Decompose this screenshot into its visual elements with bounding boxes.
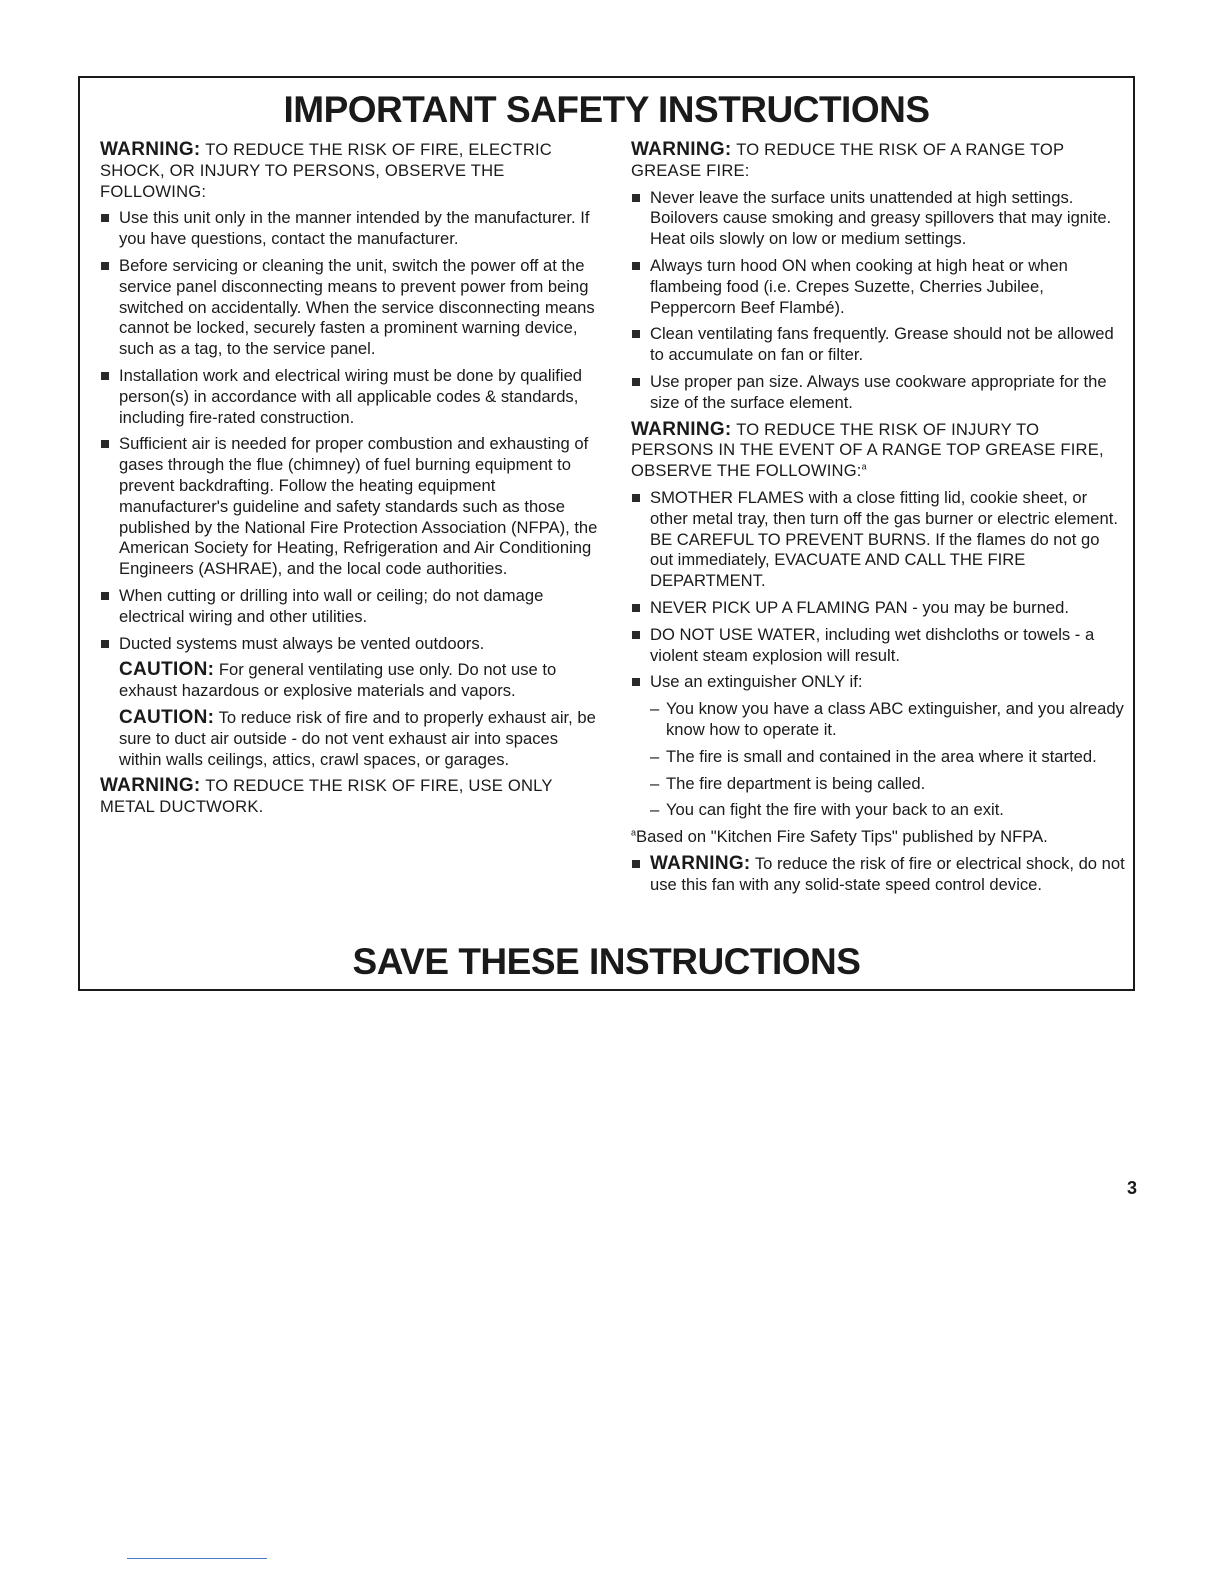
page-number: 3 (1127, 1178, 1138, 1198)
square-bullet-icon (632, 678, 640, 686)
warning-text: TO REDUCE THE RISK OF FIRE, ELECTRIC SHOCK, OR INJURY TO PERSONS, OBSERVE THE FOLLOWING: (100, 140, 552, 201)
sub-list-item-text: You can fight the fire with your back to an exit. (666, 800, 1004, 820)
list-item (100, 366, 600, 428)
square-bullet-icon (101, 214, 109, 222)
dash-marker: – (650, 773, 660, 793)
sub-list-item (631, 774, 1126, 795)
sub-list-item (631, 699, 1126, 741)
warning-label: WARNING: (650, 852, 751, 874)
footnote (631, 827, 1126, 848)
list-item-text: Installation work and electrical wiring must be done by qualified person(s) in accordance with all applicable codes & standards, including fire-rated construction. (119, 365, 583, 427)
warning-speed-control (631, 854, 1126, 896)
caution-text: To reduce risk of fire and to properly exhaust air, be sure to duct air outside - do not vent exhaust air into spaces within walls ceilings, attics, crawl spaces, or garages. (119, 707, 596, 769)
warning-text: To reduce the risk of fire or electrical shock, do not use this fan with any solid-state speed control device. (650, 853, 1125, 894)
dash-marker: – (650, 746, 660, 766)
dash-marker: – (650, 699, 660, 719)
list-item (631, 256, 1126, 318)
square-bullet-icon (101, 640, 109, 648)
list-item (631, 324, 1126, 366)
list-item-text: When cutting or drilling into wall or ceiling; do not damage electrical wiring and other utilities. (119, 585, 544, 626)
caution-general-use (100, 660, 600, 702)
square-bullet-icon (101, 372, 109, 380)
sub-list-item-text: You know you have a class ABC extinguisher, and you already know how to operate it. (666, 699, 1124, 739)
footnote-marker: a (861, 461, 867, 472)
list-item-text: Sufficient air is needed for proper combustion and exhausting of gases through the flue (chimney) of fuel burning equipment to prevent backdrafting. Follow the heating equipment manufacturer's guideline and safety standards such as those published by the National Fire Protection Association (NFPA), the American Society for Heating, Refrigeration and Air Conditioning Engineers (ASHRAE), and the local code authorities. (119, 434, 598, 579)
save-instructions-title: SAVE THESE INSTRUCTIONS (352, 941, 861, 982)
list-item (631, 488, 1126, 592)
square-bullet-icon (632, 378, 640, 386)
caution-label: CAUTION: (119, 706, 215, 728)
list-item-text: Use an extinguisher ONLY if: (650, 672, 863, 692)
list-item (100, 208, 600, 250)
square-bullet-icon (101, 592, 109, 600)
square-bullet-icon (632, 494, 640, 502)
warning-label: WARNING: (631, 418, 732, 440)
list-item (100, 586, 600, 628)
square-bullet-icon (632, 262, 640, 270)
warning-label: WARNING: (631, 139, 732, 160)
list-item-text: Clean ventilating fans frequently. Grease should not be allowed to accumulate on fan or filter. (650, 324, 1114, 365)
list-item-text: Use proper pan size. Always use cookware appropriate for the size of the surface element. (650, 371, 1107, 412)
warning-label: WARNING: (100, 775, 201, 797)
sub-list-item (631, 747, 1126, 768)
sub-list-item-text: The fire is small and contained in the area where it started. (666, 746, 1097, 766)
left-column (100, 140, 600, 824)
list-item-text: DO NOT USE WATER, including wet dishcloths or towels - a violent steam explosion will result. (650, 624, 1095, 665)
sub-list-item-text: The fire department is being called. (666, 773, 926, 793)
warning-grease-fire (631, 140, 1126, 182)
square-bullet-icon (632, 631, 640, 639)
footnote-marker: a (631, 827, 637, 838)
warning-text: TO REDUCE THE RISK OF INJURY TO PERSONS IN THE EVENT OF A RANGE TOP GREASE FIRE, OBSERVE THE FOLLOWING: (631, 419, 1104, 481)
list-item-text: Ducted systems must always be vented outdoors. (119, 633, 485, 653)
square-bullet-icon (632, 330, 640, 338)
list-item (631, 625, 1126, 667)
warning-metal-ductwork (100, 776, 600, 818)
list-item-text: Always turn hood ON when cooking at high heat or when flambeing food (i.e. Crepes Suzette, Cherries Jubilee, Peppercorn Beef Flambé). (650, 255, 1068, 317)
caution-label: CAUTION: (119, 659, 215, 681)
dash-marker: – (650, 800, 660, 820)
square-bullet-icon (101, 262, 109, 270)
caution-duct-outside (100, 708, 600, 770)
page-title: IMPORTANT SAFETY INSTRUCTIONS (283, 89, 930, 130)
warning-label: WARNING: (100, 139, 201, 160)
warning-fire-shock (100, 140, 600, 202)
right-column (631, 140, 1126, 902)
warning-injury-grease-fire (631, 420, 1126, 482)
list-item (100, 434, 600, 580)
warning-text: TO REDUCE THE RISK OF FIRE, USE ONLY METAL DUCTWORK. (100, 776, 553, 817)
list-item (631, 598, 1126, 619)
square-bullet-icon (632, 604, 640, 612)
safety-instructions-box (78, 76, 1135, 991)
list-item (631, 672, 1126, 693)
square-bullet-icon (632, 860, 640, 868)
square-bullet-icon (101, 440, 109, 448)
footer-rule (127, 1558, 267, 1559)
list-item-text: SMOTHER FLAMES with a close fitting lid, cookie sheet, or other metal tray, then turn off the gas burner or electric element. BE CAREFUL TO PREVENT BURNS. If the flames do not go out immediately, EVACUATE AND CALL THE FIRE DEPARTMENT. (650, 487, 1118, 591)
sub-list-item (631, 800, 1126, 821)
warning-text: TO REDUCE THE RISK OF A RANGE TOP GREASE FIRE: (631, 140, 1064, 180)
list-item (100, 256, 600, 360)
list-item-text: Use this unit only in the manner intended by the manufacturer. If you have questions, contact the manufacturer. (119, 208, 590, 249)
list-item-text: Never leave the surface units unattended at high settings. Boilovers cause smoking and greasy spillovers that may ignite. Heat oils slowly on low or medium settings. (650, 187, 1112, 249)
square-bullet-icon (632, 194, 640, 202)
list-item (100, 634, 600, 655)
caution-text: For general ventilating use only. Do not use to exhaust hazardous or explosive materials and vapors. (119, 660, 557, 701)
list-item (631, 372, 1126, 414)
footnote-text: Based on "Kitchen Fire Safety Tips" published by NFPA. (636, 827, 1048, 847)
list-item-text: Before servicing or cleaning the unit, switch the power off at the service panel disconnecting means to prevent power from being switched on accidentally. When the service disconnecting means cannot be locked, securely fasten a prominent warning device, such as a tag, to the service panel. (119, 255, 595, 359)
list-item (631, 188, 1126, 250)
list-item-text: NEVER PICK UP A FLAMING PAN - you may be burned. (650, 597, 1069, 617)
